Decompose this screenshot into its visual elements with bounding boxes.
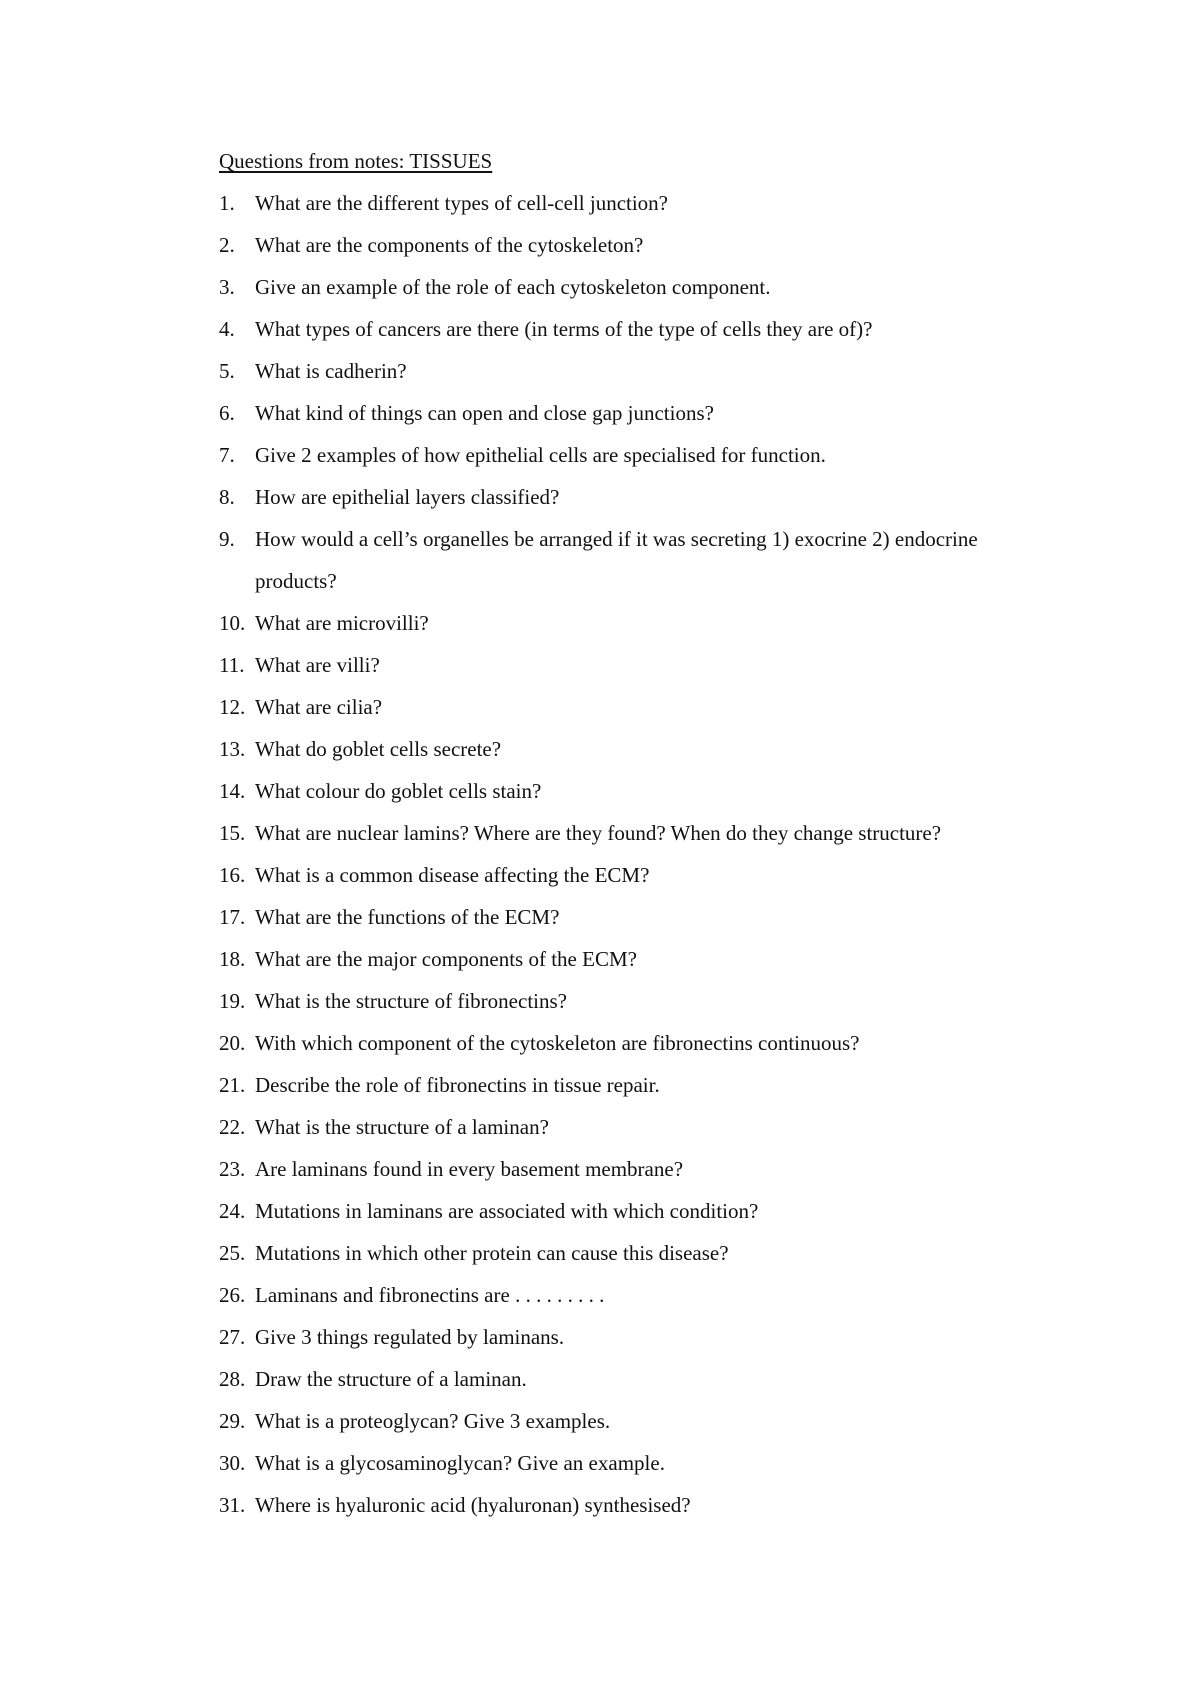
question-text: Mutations in which other protein can cause this disease? [255, 1241, 729, 1265]
question-text: Are laminans found in every basement membrane? [255, 1157, 684, 1181]
question-text: What are the major components of the ECM? [255, 947, 637, 971]
list-item [219, 1484, 1039, 1526]
question-text: What types of cancers are there (in terms of the type of cells they are of)? [255, 317, 873, 341]
question-number: 8. [219, 485, 235, 509]
list-item [219, 1148, 1039, 1190]
question-number: 15. [219, 821, 246, 845]
question-text: What are the components of the cytoskeleton? [255, 233, 644, 257]
list-item [219, 1358, 1039, 1400]
question-number: 19. [219, 989, 246, 1013]
question-number: 14. [219, 779, 246, 803]
document-content [219, 140, 1039, 1526]
question-text: Laminans and fibronectins are . . . . . . . . . [255, 1283, 605, 1307]
question-text: Give an example of the role of each cytoskeleton component. [255, 275, 771, 299]
question-text: What are cilia? [255, 695, 383, 719]
list-item [219, 728, 1039, 770]
question-text: Describe the role of fibronectins in tissue repair. [255, 1073, 660, 1097]
list-item [219, 1274, 1039, 1316]
question-number: 27. [219, 1325, 246, 1349]
list-item [219, 1232, 1039, 1274]
list-item [219, 812, 1039, 854]
question-text: How are epithelial layers classified? [255, 485, 560, 509]
question-number: 26. [219, 1283, 246, 1307]
list-item [219, 644, 1039, 686]
question-number: 5. [219, 359, 235, 383]
question-number: 2. [219, 233, 235, 257]
list-item [219, 392, 1039, 434]
list-item [219, 770, 1039, 812]
question-text: What kind of things can open and close gap junctions? [255, 401, 714, 425]
question-text: What is cadherin? [255, 359, 407, 383]
list-item [219, 1190, 1039, 1232]
list-item [219, 896, 1039, 938]
question-text: What is the structure of fibronectins? [255, 989, 567, 1013]
list-item [219, 182, 1039, 224]
question-number: 11. [219, 653, 245, 677]
question-number: 9. [219, 527, 235, 551]
list-item [219, 980, 1039, 1022]
question-number: 25. [219, 1241, 246, 1265]
question-text: What colour do goblet cells stain? [255, 779, 542, 803]
question-number: 24. [219, 1199, 246, 1223]
list-item [219, 1442, 1039, 1484]
list-item [219, 1106, 1039, 1148]
question-list [219, 182, 1039, 1526]
question-number: 3. [219, 275, 235, 299]
question-text: Mutations in laminans are associated with which condition? [255, 1199, 759, 1223]
question-text: How would a cell’s organelles be arranged if it was secreting 1) exocrine 2) endocrine products? [255, 527, 978, 593]
list-item [219, 686, 1039, 728]
question-number: 17. [219, 905, 246, 929]
question-text: What are nuclear lamins? Where are they found? When do they change structure? [255, 821, 942, 845]
question-text: Where is hyaluronic acid (hyaluronan) synthesised? [255, 1493, 691, 1517]
question-text: What are microvilli? [255, 611, 429, 635]
question-text: What are villi? [255, 653, 380, 677]
list-item [219, 854, 1039, 896]
list-item [219, 434, 1039, 476]
question-number: 13. [219, 737, 246, 761]
question-text: What do goblet cells secrete? [255, 737, 502, 761]
question-number: 6. [219, 401, 235, 425]
question-number: 16. [219, 863, 246, 887]
question-number: 1. [219, 191, 235, 215]
question-text: What are the functions of the ECM? [255, 905, 560, 929]
document-title: Questions from notes: TISSUES [219, 149, 493, 173]
list-item [219, 518, 1039, 602]
question-number: 7. [219, 443, 235, 467]
list-item [219, 266, 1039, 308]
question-text: Draw the structure of a laminan. [255, 1367, 527, 1391]
question-number: 31. [219, 1493, 246, 1517]
question-number: 10. [219, 611, 246, 635]
question-text: What is the structure of a laminan? [255, 1115, 549, 1139]
question-number: 21. [219, 1073, 246, 1097]
list-item [219, 350, 1039, 392]
question-text: Give 2 examples of how epithelial cells are specialised for function. [255, 443, 826, 467]
question-text: What is a common disease affecting the ECM? [255, 863, 650, 887]
list-item [219, 938, 1039, 980]
list-item [219, 308, 1039, 350]
question-number: 23. [219, 1157, 246, 1181]
question-text: Give 3 things regulated by laminans. [255, 1325, 565, 1349]
question-text: What are the different types of cell-cell junction? [255, 191, 669, 215]
list-item [219, 602, 1039, 644]
list-item [219, 1064, 1039, 1106]
question-number: 4. [219, 317, 235, 341]
list-item [219, 1022, 1039, 1064]
list-item [219, 1400, 1039, 1442]
question-number: 12. [219, 695, 246, 719]
list-item [219, 476, 1039, 518]
question-number: 20. [219, 1031, 246, 1055]
question-number: 18. [219, 947, 246, 971]
question-number: 29. [219, 1409, 246, 1433]
list-item [219, 224, 1039, 266]
question-number: 22. [219, 1115, 246, 1139]
question-text: What is a proteoglycan? Give 3 examples. [255, 1409, 611, 1433]
question-text: With which component of the cytoskeleton are fibronectins continuous? [255, 1031, 860, 1055]
question-number: 28. [219, 1367, 246, 1391]
question-number: 30. [219, 1451, 246, 1475]
list-item [219, 1316, 1039, 1358]
question-text: What is a glycosaminoglycan? Give an example. [255, 1451, 665, 1475]
